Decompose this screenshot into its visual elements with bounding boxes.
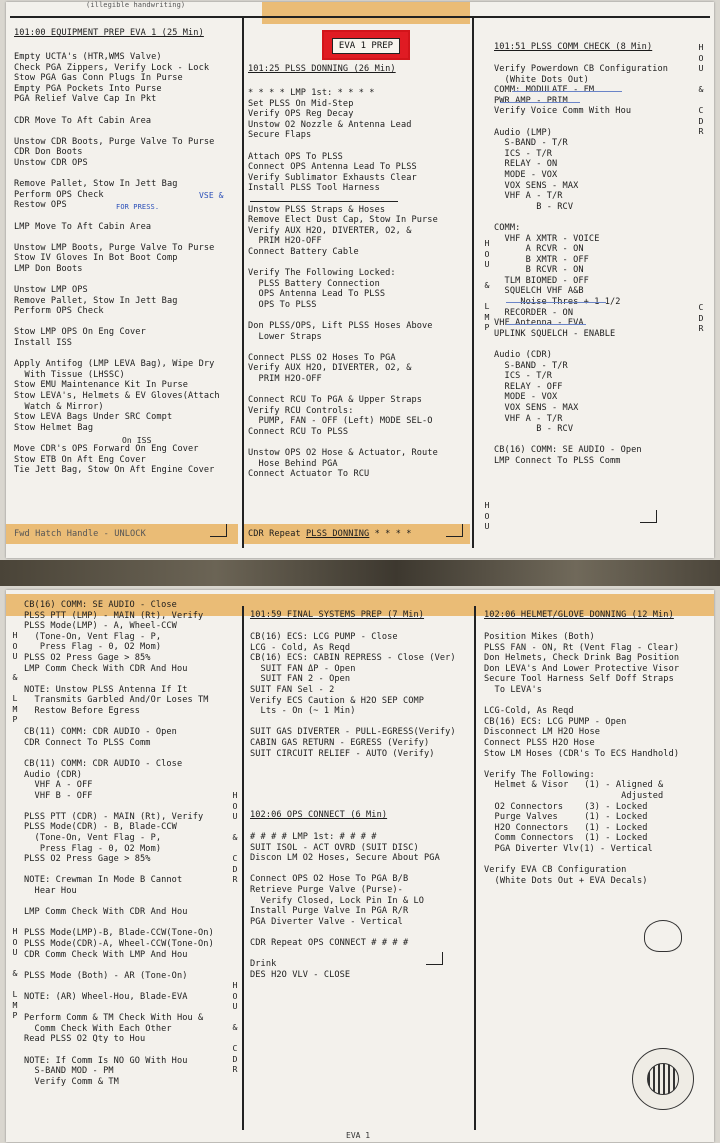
- checklist-line: Helmet & Visor (1) - Aligned &: [484, 780, 664, 791]
- helmet-glove-donning-steps: [484, 632, 679, 886]
- checklist-line: Hose Behind PGA: [248, 458, 338, 469]
- checklist-line: Connect PLSS H2O Hose: [484, 737, 595, 748]
- checklist-line: [494, 117, 668, 128]
- checklist-line: Verify AUX H2O, DIVERTER, O2, &: [248, 363, 412, 374]
- checklist-line: CB(16) ECS: CABIN REPRESS - Close (Ver): [250, 653, 456, 664]
- checklist-line: Remove Pallet, Stow In Jett Bag: [14, 179, 178, 190]
- checklist-line: Unstow CDR OPS: [14, 157, 88, 168]
- checklist-line: B - RCV: [494, 424, 574, 435]
- checklist-line: Empty PGA Pockets Into Purse: [14, 83, 162, 94]
- checklist-line: LCG-Cold, As Reqd: [484, 706, 574, 717]
- checklist-line: [14, 105, 220, 116]
- checklist-line: S-BAND MOD - PM: [24, 1066, 114, 1077]
- checklist-line: CB(11) COMM: CDR AUDIO - Open: [24, 727, 177, 738]
- checklist-line: Purge Valves (1) - Locked: [484, 812, 648, 823]
- side-label-hou: H O U: [484, 500, 490, 531]
- checklist-line: [248, 385, 438, 396]
- checklist-line: Verify ECS Caution & H2O SEP COMP: [250, 695, 425, 706]
- side-label-hou-cdr-1: H O U & C D R: [232, 790, 238, 884]
- checklist-line: [24, 717, 214, 728]
- checklist-line: Verify EVA CB Configuration: [484, 865, 627, 876]
- checklist-line: Stow Helmet Bag: [14, 422, 94, 433]
- checklist-line: Check PGA Zippers, Verify Lock - Lock: [14, 62, 210, 73]
- checklist-line: [24, 960, 214, 971]
- checklist-line: VHF A XMTR - VOICE: [494, 233, 600, 244]
- annotation-on-iss: On ISS: [122, 436, 152, 445]
- checklist-line: Connect RCU To PGA & Upper Straps: [248, 395, 423, 406]
- checklist-line: VHF Antenna - EVA: [494, 318, 584, 329]
- checklist-line: Verify RCU Controls:: [248, 405, 354, 416]
- checklist-line: Verify Voice Comm With Hou: [494, 106, 632, 117]
- checklist-line: SUIT FAN 2 - Open: [250, 674, 351, 685]
- checklist-line: PLSS O2 Press Gage > 85%: [24, 854, 151, 865]
- checklist-line: [484, 759, 679, 770]
- checklist-line: Connect PLSS O2 Hoses To PGA: [248, 352, 396, 363]
- checklist-line: Stow EMU Maintenance Kit In Purse: [14, 380, 189, 391]
- checklist-line: [14, 317, 220, 328]
- checklist-line: Stow LEVA's, Helmets & EV Gloves(Attach: [14, 391, 220, 401]
- checklist-line: (Tone-On, Vent Flag - P,: [24, 631, 162, 642]
- checklist-line: LMP Don Boots: [14, 263, 83, 274]
- checklist-line: Remove Elect Dust Cap, Stow In Purse: [248, 215, 438, 226]
- checklist-line: Audio (LMP): [494, 127, 553, 138]
- checklist-line: [250, 717, 456, 728]
- comm-check-continued-steps: [24, 600, 214, 1087]
- top-scribble: (illegible handwriting): [86, 1, 186, 9]
- checklist-line: SUIT ISOL - ACT OVRD (SUIT DISC): [250, 842, 419, 853]
- checklist-line: Connect Battery Cable: [248, 246, 359, 257]
- checklist-line: COMM:: [494, 222, 521, 233]
- side-label-cdr: C D R: [698, 302, 704, 333]
- checklist-line: Audio (CDR): [494, 350, 553, 361]
- checklist-line: Retrieve Purge Valve (Purse)-: [250, 884, 403, 895]
- checklist-line: Unstow O2 Nozzle & Antenna Lead: [248, 119, 412, 130]
- checklist-line: LMP Comm Check With CDR And Hou: [24, 663, 188, 674]
- checklist-line: PLSS Mode(LMP) - A, Wheel-CCW: [24, 621, 177, 632]
- checklist-line: SUIT GAS DIVERTER - PULL-EGRESS(Verify): [250, 727, 456, 738]
- checklist-line: Audio (CDR): [24, 769, 83, 780]
- checklist-line: Tie Jett Bag, Stow On Aft Engine Cover: [14, 465, 215, 476]
- checklist-line: A RCVR - ON: [494, 244, 584, 255]
- checklist-line: PWR AMP - PRIM: [494, 95, 568, 106]
- section-header-equipment-prep: 101:00 EQUIPMENT PREP EVA 1 (25 Min): [14, 28, 204, 38]
- checklist-line: Verify Closed, Lock Pin In & LO: [250, 895, 425, 906]
- checklist-line: PRIM H2O-OFF: [248, 374, 322, 385]
- checklist-line: Apply Antifog (LMP LEVA Bag), Wipe Dry: [14, 359, 215, 370]
- section-header-final-systems-prep: 101:59 FINAL SYSTEMS PREP (7 Min): [250, 610, 425, 620]
- checklist-line: PLSS PTT (CDR) - MAIN (Rt), Verify: [24, 811, 204, 822]
- checklist-line: [248, 194, 438, 205]
- checklist-line: RELAY - OFF: [494, 381, 563, 392]
- checklist-line: Unstow PLSS Straps & Hoses: [248, 204, 386, 215]
- collection-seal: [632, 1048, 694, 1110]
- checklist-line: PLSS Mode(CDR) - B, Blade-CCW: [24, 822, 177, 833]
- checklist-line: [24, 1045, 214, 1056]
- checklist-line: NOTE: Unstow PLSS Antenna If It: [24, 684, 188, 695]
- checklist-line: CDR Don Boots: [14, 147, 83, 158]
- checklist-line: CDR Move To Aft Cabin Area: [14, 115, 152, 126]
- checklist-line: [24, 674, 214, 685]
- section-header-ops-connect: 102:06 OPS CONNECT (6 Min): [250, 810, 388, 820]
- annotation-vse: VSE &: [199, 191, 224, 200]
- side-label-hou-cdr: H O U & C D R: [698, 42, 704, 136]
- checklist-line: Install Purge Valve In PGA R/R: [250, 906, 409, 917]
- side-label-hou-lmp-2: H O U & L M P: [12, 630, 18, 724]
- checklist-line: (White Dots Out + EVA Decals): [484, 875, 648, 886]
- checklist-line: Discon LM O2 Hoses, Secure About PGA: [250, 853, 440, 864]
- checklist-line: B - RCV: [494, 201, 574, 212]
- checklist-line: S-BAND - T/R: [494, 360, 568, 371]
- checklist-line: Stow LEVA Bags Under SRC Compt: [14, 412, 173, 423]
- checklist-line: Disconnect LM H2O Hose: [484, 727, 601, 738]
- checklist-line: # # # # LMP 1st: # # # #: [250, 832, 377, 842]
- checklist-line: PLSS FAN - ON, Rt (Vent Flag - Clear): [484, 642, 680, 653]
- checklist-line: CB(16) ECS: LCG PUMP - Open: [484, 716, 627, 727]
- checklist-line: [14, 433, 220, 444]
- checklist-line: CB(16) COMM: SE AUDIO - Close: [24, 600, 177, 610]
- checklist-line: Perform OPS Check: [14, 306, 104, 317]
- checklist-line: Perform OPS Check: [14, 189, 104, 200]
- checklist-line: [250, 927, 440, 938]
- checklist-line: Unstow CDR Boots, Purge Valve To Purse: [14, 136, 215, 147]
- checklist-line: To LEVA's: [484, 684, 543, 695]
- checklist-line: [248, 438, 438, 449]
- checklist-line: PLSS Battery Connection: [248, 278, 380, 289]
- checklist-line: Read PLSS O2 Qty to Hou: [24, 1034, 146, 1045]
- checklist-line: (Tone-On, Vent Flag - P,: [24, 833, 162, 844]
- checklist-line: Connect RCU To PLSS: [248, 427, 349, 437]
- checklist-line: DES H2O VLV - CLOSE: [250, 969, 351, 980]
- checklist-line: [24, 1003, 214, 1014]
- checklist-line: [24, 981, 214, 992]
- checklist-line: S-BAND - T/R: [494, 138, 568, 149]
- checklist-line: Connect OPS Antenna Lead To PLSS: [248, 162, 417, 173]
- checklist-line: Remove Pallet, Stow In Jett Bag: [14, 295, 178, 306]
- checklist-line: Lower Straps: [248, 331, 322, 342]
- checklist-line: MODE - VOX: [494, 392, 558, 403]
- checklist-line: O2 Connectors (3) - Locked: [484, 801, 648, 812]
- checklist-line: Watch & Mirror): [14, 401, 104, 412]
- checklist-line: Press Flag - 0, O2 Mom): [24, 843, 162, 854]
- checklist-line: Stow IV Gloves In Bot Boot Comp: [14, 253, 178, 264]
- checklist-line: ICS - T/R: [494, 148, 553, 159]
- checklist-line: Position Mikes (Both): [484, 632, 595, 642]
- checklist-line: PGA Diverter Vlv(1) - Vertical: [484, 843, 653, 854]
- checklist-line: Verify Powerdown CB Configuration: [494, 64, 669, 74]
- checklist-page-2: [6, 590, 714, 1142]
- checklist-line: Restow OPS: [14, 200, 67, 211]
- checklist-line: Unstow OPS O2 Hose & Actuator, Route: [248, 448, 438, 459]
- checklist-line: B XMTR - OFF: [494, 254, 589, 265]
- checklist-line: Install PLSS Tool Harness: [248, 183, 380, 194]
- checklist-line: SUIT FAN Sel - 2: [250, 684, 335, 695]
- checklist-line: [14, 274, 220, 285]
- checklist-line: Unstow LMP OPS: [14, 285, 88, 296]
- checklist-line: [14, 126, 220, 137]
- checklist-line: SUIT FAN ΔP - Open: [250, 663, 356, 674]
- checklist-line: [24, 801, 214, 812]
- checklist-line: PRIM H2O-OFF: [248, 236, 322, 247]
- torn-edge-strip: [0, 560, 720, 586]
- helmet-sketch: [644, 920, 682, 952]
- checklist-line: Don PLSS/OPS, Lift PLSS Hoses Above: [248, 321, 433, 332]
- checklist-line: [494, 212, 668, 223]
- checklist-line: Restow Before Egress: [24, 705, 141, 716]
- equipment-prep-steps: [14, 52, 220, 476]
- checklist-line: Stow LM Hoses (CDR's To ECS Handhold): [484, 748, 680, 759]
- cdr-repeat-plss-donning: CDR Repeat PLSS DONNING * * * *: [248, 529, 412, 539]
- checklist-line: VOX SENS - MAX: [494, 180, 579, 191]
- checklist-line: [14, 169, 220, 180]
- checklist-line: Stow PGA Gas Conn Plugs In Purse: [14, 73, 183, 84]
- checklist-line: * * * * LMP 1st: * * * *: [248, 88, 375, 98]
- tape-top: [262, 2, 470, 24]
- checklist-line: SQUELCH VHF A&B: [494, 286, 584, 297]
- checklist-line: [484, 696, 679, 707]
- checklist-line: [24, 897, 214, 908]
- checklist-line: Perform Comm & TM Check With Hou &: [24, 1013, 204, 1024]
- checklist-line: Verify AUX H2O, DIVERTER, O2, &: [248, 225, 412, 236]
- checklist-line: RECORDER - ON: [494, 307, 574, 318]
- checklist-line: Install ISS: [14, 338, 73, 349]
- checklist-line: VHF B - OFF: [24, 790, 93, 801]
- checklist-line: [24, 918, 214, 929]
- checklist-line: PLSS Mode(CDR)-A, Wheel-CCW(Tone-On): [24, 939, 214, 949]
- checklist-line: PLSS Mode(LMP)-B, Blade-CCW(Tone-On): [24, 928, 214, 939]
- checklist-line: Comm Connectors (1) - Locked: [484, 833, 648, 844]
- checklist-line: RELAY - ON: [494, 159, 558, 170]
- checklist-line: Move CDR's OPS Forward On Eng Cover: [14, 443, 199, 454]
- checklist-line: VOX SENS - MAX: [494, 403, 579, 413]
- fwd-hatch-step: Fwd Hatch Handle - UNLOCK: [14, 529, 146, 539]
- checklist-line: [24, 865, 214, 876]
- checklist-line: [494, 339, 668, 350]
- checklist-line: CDR Comm Check With LMP And Hou: [24, 949, 188, 960]
- checklist-line: OPS Antenna Lead To PLSS: [248, 289, 386, 300]
- checklist-line: Empty UCTA's (HTR,WMS Valve): [14, 52, 162, 62]
- checklist-line: Attach OPS To PLSS: [248, 151, 343, 162]
- checklist-line: COMM: MODULATE - FM: [494, 85, 595, 96]
- checklist-line: Stow LMP OPS On Eng Cover: [14, 327, 146, 338]
- checklist-line: (White Dots Out): [494, 74, 589, 85]
- checklist-line: [248, 141, 438, 152]
- checklist-line: [250, 949, 440, 960]
- checklist-line: SUIT CIRCUIT RELIEF - AUTO (Verify): [250, 748, 435, 759]
- checklist-line: [494, 435, 668, 446]
- checklist-line: NOTE: If Comm Is NO GO With Hou: [24, 1055, 188, 1066]
- checklist-line: [484, 854, 679, 865]
- checklist-line: Verify The Following:: [484, 769, 595, 780]
- checklist-line: [24, 748, 214, 759]
- checklist-line: Drink: [250, 959, 277, 970]
- checklist-line: PUMP, FAN - OFF (Left) MODE SEL-O: [248, 416, 433, 427]
- checklist-line: With Tissue (LHSSC): [14, 369, 125, 380]
- checklist-line: Connect Actuator To RCU: [248, 469, 370, 480]
- checklist-line: Stow ETB On Aft Eng Cover: [14, 454, 146, 465]
- final-systems-prep-steps: [250, 632, 456, 759]
- checklist-line: Set PLSS On Mid-Step: [248, 98, 354, 109]
- checklist-line: Transmits Garbled And/Or Loses TM: [24, 695, 209, 706]
- section-header-helmet-glove-donning: 102:06 HELMET/GLOVE DONNING (12 Min): [484, 610, 674, 620]
- eva-1-prep-banner: EVA 1 PREP: [322, 30, 410, 60]
- checklist-line: Comm Check With Each Other: [24, 1023, 172, 1034]
- checklist-line: LMP Comm Check With CDR And Hou: [24, 907, 188, 918]
- checklist-line: H2O Connectors (1) - Locked: [484, 822, 648, 833]
- checklist-line: [14, 232, 220, 243]
- checklist-line: Verify Sublimator Exhausts Clear: [248, 172, 417, 183]
- annotation-press: FOR PRESS.: [116, 203, 160, 211]
- checklist-line: [248, 310, 438, 321]
- checklist-line: VHF A - T/R: [494, 413, 563, 424]
- checklist-line: Adjusted: [484, 790, 664, 801]
- checklist-line: B RCVR - ON: [494, 265, 584, 276]
- page-footer: EVA 1: [346, 1131, 371, 1140]
- checklist-line: VHF A - T/R: [494, 191, 563, 202]
- checklist-line: LMP Connect To PLSS Comm: [494, 455, 621, 466]
- plss-donning-steps: [248, 88, 438, 480]
- checklist-line: TLM BIOMED - OFF: [494, 275, 589, 286]
- checklist-line: PLSS Mode (Both) - AR (Tone-On): [24, 970, 188, 981]
- checklist-line: PLSS O2 Press Gage > 85%: [24, 652, 151, 663]
- checklist-line: Don LEVA's And Lower Protective Visor: [484, 663, 680, 674]
- checklist-line: CDR Connect To PLSS Comm: [24, 737, 151, 748]
- checklist-line: LCG - Cold, As Reqd: [250, 642, 351, 653]
- checklist-line: CDR Repeat OPS CONNECT # # # #: [250, 937, 409, 948]
- checklist-line: Noise Thres + 1 1/2: [494, 297, 621, 308]
- checklist-line: [250, 864, 440, 875]
- checklist-line: VHF A - OFF: [24, 780, 93, 791]
- checklist-line: CB(16) ECS: LCG PUMP - Close: [250, 632, 398, 642]
- checklist-line: LMP Move To Aft Cabin Area: [14, 221, 152, 232]
- checklist-line: [248, 258, 438, 269]
- section-header-plss-donning: 101:25 PLSS DONNING (26 Min): [248, 64, 396, 74]
- checklist-line: [14, 349, 220, 360]
- checklist-line: MODE - VOX: [494, 169, 558, 180]
- checklist-page-1: [6, 2, 714, 558]
- checklist-line: Hear Hou: [24, 886, 77, 897]
- checklist-line: ICS - T/R: [494, 371, 553, 382]
- checklist-line: Press Flag - 0, O2 Mom): [24, 642, 162, 653]
- checklist-line: Lts - On (~ 1 Min): [250, 706, 356, 717]
- checklist-line: Connect OPS O2 Hose To PGA B/B: [250, 874, 409, 885]
- checklist-line: OPS To PLSS: [248, 299, 317, 310]
- checklist-line: Secure Tool Harness Self Doff Straps: [484, 674, 674, 685]
- plss-comm-check-steps: [494, 64, 668, 467]
- checklist-line: NOTE: Crewman In Mode B Cannot: [24, 875, 183, 886]
- checklist-line: CB(16) COMM: SE AUDIO - Open: [494, 445, 642, 456]
- checklist-line: Secure Flaps: [248, 130, 312, 141]
- checklist-line: NOTE: (AR) Wheel-Hou, Blade-EVA: [24, 991, 188, 1002]
- checklist-line: PLSS PTT (LMP) - MAIN (Rt), Verify: [24, 610, 204, 621]
- checklist-line: Don Helmets, Check Drink Bag Position: [484, 653, 680, 664]
- side-label-hou-cdr-2: H O U & C D R: [232, 980, 238, 1074]
- checklist-line: [248, 342, 438, 353]
- checklist-line: Verify Comm & TM: [24, 1076, 119, 1087]
- checklist-line: Verify The Following Locked:: [248, 268, 396, 279]
- side-label-hou-lmp: H O U & L M P: [484, 238, 490, 332]
- checklist-line: UPLINK SQUELCH - ENABLE: [494, 328, 616, 339]
- checklist-line: Unstow LMP Boots, Purge Valve To Purse: [14, 242, 215, 253]
- checklist-line: Verify OPS Reg Decay: [248, 109, 354, 120]
- section-header-plss-comm-check: 101:51 PLSS COMM CHECK (8 Min): [494, 42, 653, 52]
- checklist-line: CB(11) COMM: CDR AUDIO - Close: [24, 758, 183, 769]
- ops-connect-steps: [250, 832, 440, 980]
- checklist-line: PGA Diverter Valve - Vertical: [250, 916, 403, 927]
- side-label-hou-lmp-3: H O U & L M P: [12, 926, 18, 1020]
- checklist-line: PGA Relief Valve Cap In Pkt: [14, 94, 157, 105]
- checklist-line: CABIN GAS RETURN - EGRESS (Verify): [250, 737, 430, 748]
